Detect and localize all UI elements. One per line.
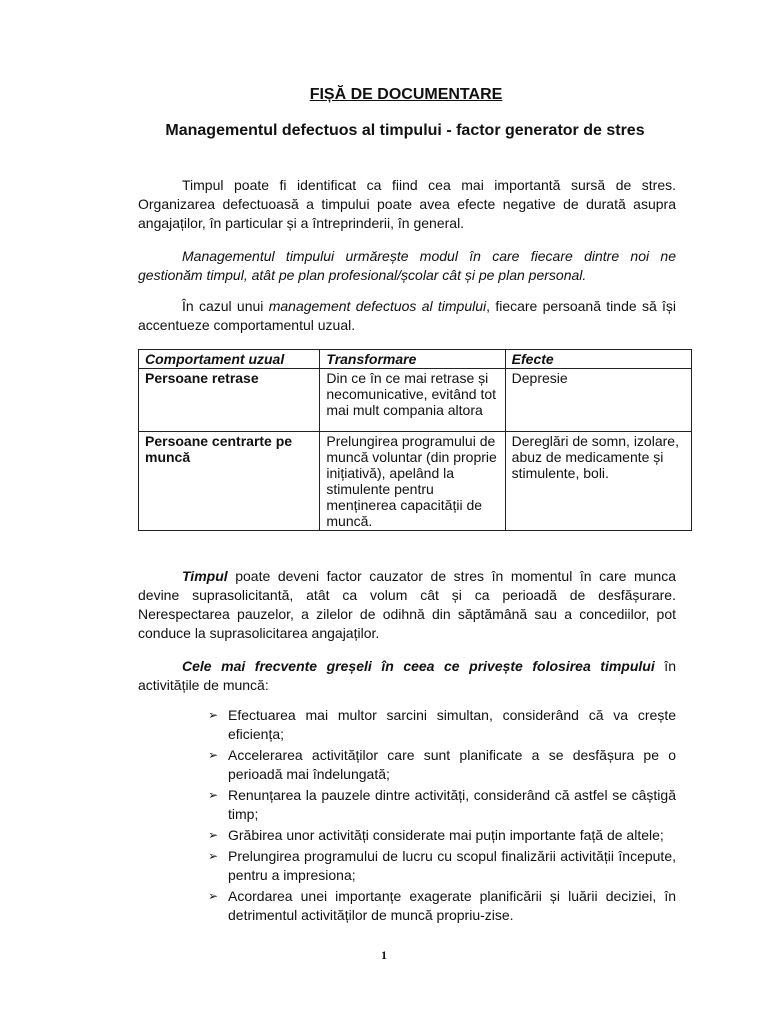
paragraph-time-stress-factor — [138, 567, 676, 643]
document-subtitle: Managementul defectuos al timpului - factor generator de stres — [165, 122, 645, 139]
list-item — [208, 847, 676, 885]
arrowhead-bullet-icon: ➢ — [208, 748, 219, 762]
page-number: 1 — [381, 948, 387, 962]
paragraph-defective-italic: management defectuos al timpului — [268, 298, 487, 314]
table-row — [139, 369, 692, 432]
table-header-transformation: Transformare — [320, 350, 505, 369]
paragraph-time-stress-rest: poate deveni factor cauzator de stres în momentul în care munca devine suprasolicitantă, atât ca volum cât și ca perioadă de desfășurare. Nerespectarea pauzelor, a zilelor de odihnă din săptămână sau a concediilor, pot conduce la suprasolicitarea angajaților. — [138, 568, 676, 641]
table-cell-behavior: Persoane retrase — [139, 369, 320, 432]
table-header-behavior: Comportament uzual — [139, 350, 320, 369]
table-header-effects: Efecte — [505, 350, 691, 369]
list-item-text: Acordarea unei importanțe exagerate planificării și luării deciziei, în detrimentul activităților de muncă propriu-zise. — [228, 888, 676, 923]
list-item-text: Renunțarea la pauzele dintre activități, considerând că astfel se câștigă timp; — [228, 787, 676, 822]
paragraph-defective-after: , fiecare persoană tinde să își accentueze comportamentul uzual. — [138, 298, 677, 333]
table-cell-transformation: Prelungirea programului de muncă voluntar (din proprie inițiativă), apelând la stimulente pentru menținerea capacității de muncă. — [320, 432, 505, 531]
paragraph-common-errors-rest: în activitățile de muncă: — [138, 658, 676, 693]
common-errors-list — [208, 706, 676, 927]
arrowhead-bullet-icon: ➢ — [208, 828, 219, 842]
paragraph-common-errors-bold: Cele mai frecvente greșeli în ceea ce privește folosirea timpului — [182, 658, 655, 674]
paragraph-time-source-text: Timpul poate fi identificat ca fiind cea mai importantă sursă de stres. Organizarea defectuoasă a timpului poate avea efecte negative de durată asupra angajaților, în particular și a întreprinderii, în general. — [138, 177, 676, 231]
paragraph-time-management — [138, 247, 676, 285]
table-cell-behavior: Persoane centrarte pe muncă — [139, 432, 320, 531]
paragraph-time-management-text: Managementul timpului urmărește modul în care fiecare dintre noi ne gestionăm timpul, atât pe plan profesional/școlar cât și pe plan personal. — [138, 248, 676, 283]
list-item-text: Grăbirea unor activități considerate mai puțin importante față de altele; — [228, 827, 664, 843]
arrowhead-bullet-icon: ➢ — [208, 849, 219, 863]
behavior-table — [138, 349, 692, 531]
paragraph-time-stress-bold: Timpul — [182, 568, 228, 584]
table-cell-transformation: Din ce în ce mai retrase și necomunicative, evitând tot mai mult compania altora — [320, 369, 505, 432]
list-item-text: Prelungirea programului de lucru cu scopul finalizării activității începute, pentru a impresiona; — [228, 848, 676, 883]
list-item — [208, 786, 676, 824]
list-item — [208, 706, 676, 744]
table-row — [139, 432, 692, 531]
list-item — [208, 887, 676, 925]
list-item — [208, 746, 676, 784]
document-title: FIȘĂ DE DOCUMENTARE — [309, 86, 503, 103]
arrowhead-bullet-icon: ➢ — [208, 708, 219, 722]
table-cell-effects: Dereglări de somn, izolare, abuz de medicamente și stimulente, boli. — [505, 432, 691, 531]
list-item — [208, 826, 676, 845]
paragraph-time-source — [138, 176, 676, 233]
list-item-text: Efectuarea mai multor sarcini simultan, considerând că va crește eficiența; — [228, 707, 676, 742]
paragraph-defective-before: În cazul unui — [182, 298, 269, 314]
paragraph-defective-management — [138, 297, 676, 335]
list-item-text: Accelerarea activităților care sunt planificate a se desfășura pe o perioadă mai îndelungată; — [228, 747, 676, 782]
table-header-row — [139, 350, 692, 369]
arrowhead-bullet-icon: ➢ — [208, 788, 219, 802]
paragraph-common-errors-intro — [138, 657, 676, 695]
arrowhead-bullet-icon: ➢ — [208, 889, 219, 903]
table-cell-effects: Depresie — [505, 369, 691, 432]
